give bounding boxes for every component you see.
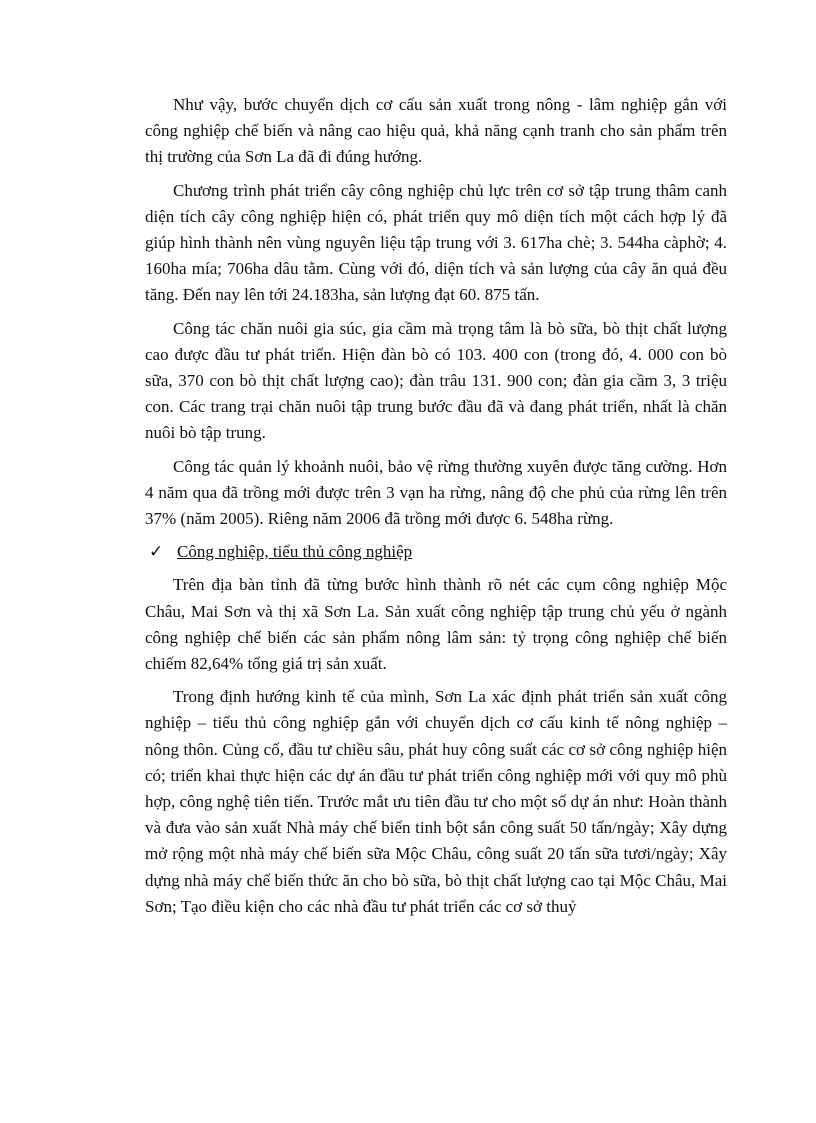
checkmark-icon: ✓ — [149, 542, 164, 563]
paragraph: Trong định hướng kinh tế của mình, Sơn La xác định phát triển sản xuất công nghiệp – tiểu thủ công nghiệp gắn với chuyển dịch cơ cấu kinh tế nông nghiệp – nông thôn. Củng cố, đầu tư chiều sâu, phát huy công suất các cơ sở công nghiệp hiện có; triển khai thực hiện các dự án đầu tư phát triển công nghiệp mới với quy mô phù hợp, công nghệ tiên tiến. Trước mắt ưu tiên đầu tư cho một số dự án như: Hoàn thành và đưa vào sản xuất Nhà máy chế biến tinh bột sắn công suất 50 tấn/ngày; Xây dựng mở rộng một nhà máy chế biến sữa Mộc Châu, công suất 20 tấn sữa tươi/ngày; Xây dựng nhà máy chế biến thức ăn cho bò sữa, bò thịt chất lượng cao tại Mộc Châu, Mai Sơn; Tạo điều kiện cho các nhà đầu tư phát triển các cơ sở thuỷ — [145, 687, 727, 916]
paragraph: Công tác chăn nuôi gia súc, gia cầm mà trọng tâm là bò sữa, bò thịt chất lượng cao được đầu tư phát triển. Hiện đàn bò có 103. 400 con (trong đó, 4. 000 con bò sữa, 370 con bò thịt chất lượng cao); đàn trâu 131. 900 con; đàn gia cầm 3, 3 triệu con. Các trang trại chăn nuôi tập trung bước đầu đã và đang phát triển, nhất là chăn nuôi bò tập trung. — [145, 318, 727, 443]
section-heading — [145, 539, 727, 565]
document-page — [145, 92, 727, 927]
paragraph: Công tác quản lý khoảnh nuôi, bảo vệ rừng thường xuyên được tăng cường. Hơn 4 năm qua đã trồng mới được trên 3 vạn ha rừng, nâng độ che phủ của rừng lên trên 37% (năm 2005). Riêng năm 2006 đã trồng mới được 6. 548ha rừng. — [145, 456, 727, 529]
paragraph: Chương trình phát triển cây công nghiệp chủ lực trên cơ sở tập trung thâm canh diện tích cây công nghiệp hiện có, phát triển quy mô diện tích một cách hợp lý đã giúp hình thành nên vùng nguyên liệu tập trung với 3. 617ha chè; 3. 544ha càphờ; 4. 160ha mía; 706ha dâu tằm. Cùng với đó, diện tích và sản lượng của cây ăn quả đều tăng. Đến nay lên tới 24.183ha, sản lượng đạt 60. 875 tấn. — [145, 180, 727, 305]
paragraph: Như vậy, bước chuyển dịch cơ cấu sản xuất trong nông - lâm nghiệp gắn với công nghiệp chế biến và nâng cao hiệu quả, khả năng cạnh tranh cho sản phẩm trên thị trường của Sơn La đã đi đúng hướng. — [145, 95, 727, 167]
paragraph: Trên địa bàn tỉnh đã từng bước hình thành rõ nét các cụm công nghiệp Mộc Châu, Mai Sơn và thị xã Sơn La. Sản xuất công nghiệp tập trung chủ yếu ở ngành công nghiệp chế biến các sản phẩm nông lâm sản: tỷ trọng công nghiệp chế biến chiếm 82,64% tổng giá trị sản xuất. — [145, 575, 727, 674]
section-heading-text: Công nghiệp, tiểu thủ công nghiệp — [177, 542, 413, 562]
